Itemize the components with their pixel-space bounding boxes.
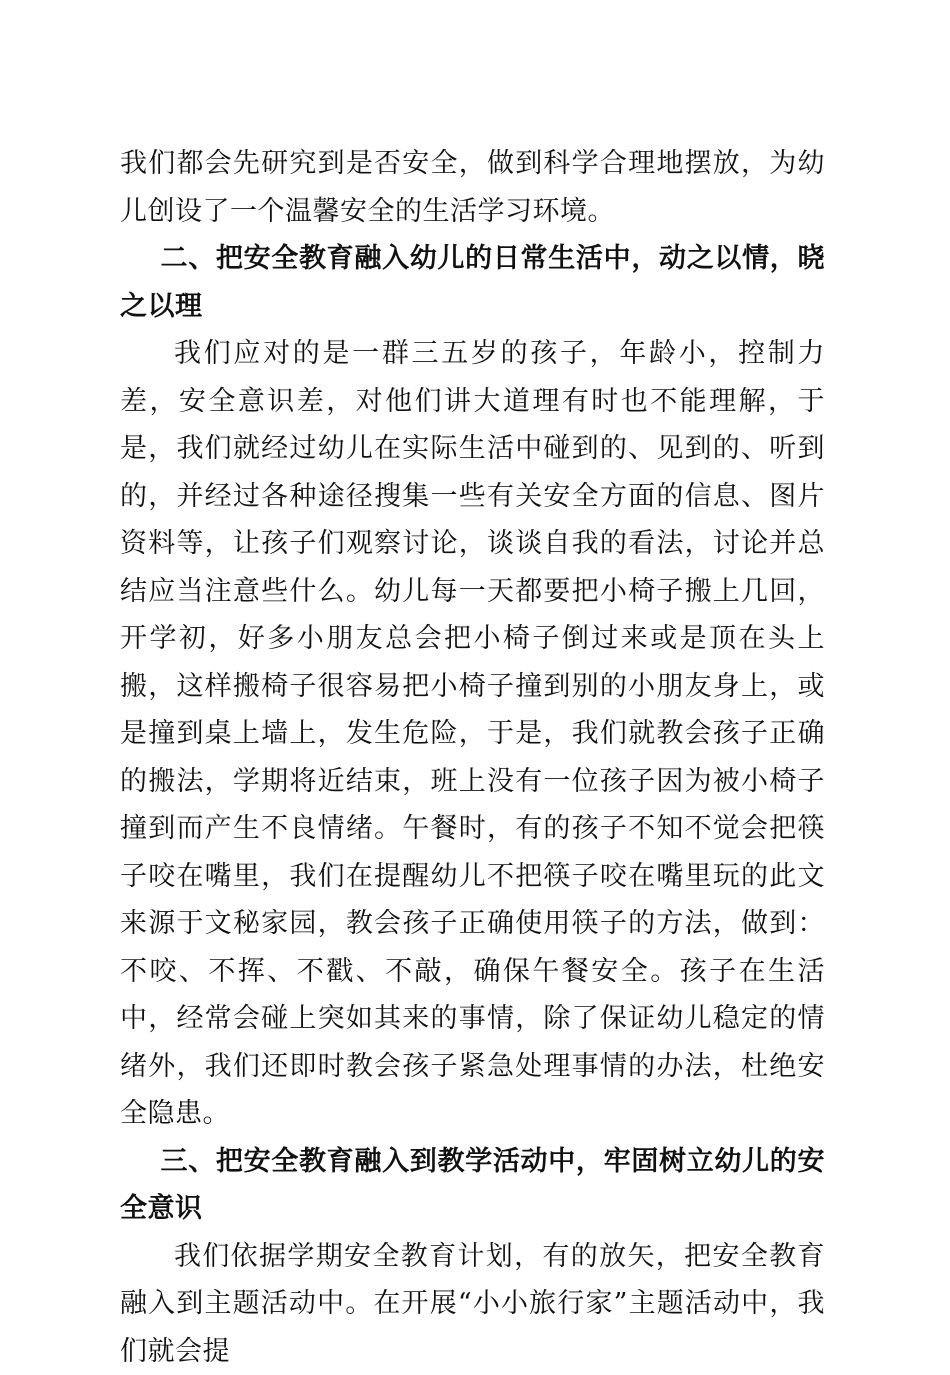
paragraph-daily-life-safety: 我们应对的是一群三五岁的孩子，年龄小，控制力差，安全意识差，对他们讲大道理有时也不能理解，于是，我们就经过幼儿在实际生活中碰到的、见到的、听到的，并经过各种途径搜集一些有关安全方面的信息、图片资料等，让孩子们观察讨论，谈谈自我的看法，讨论并总结应当注意些什么。幼儿每一天都要把小椅子搬上几回，开学初，好多小朋友总会把小椅子倒过来或是顶在头上搬，这样搬椅子很容易把小椅子撞到别的小朋友身上，或是撞到桌上墙上，发生危险，于是，我们就教会孩子正确的搬法，学期将近结束，班上没有一位孩子因为被小椅子撞到而产生不良情绪。午餐时，有的孩子不知不觉会把筷子咬在嘴里，我们在提醒幼儿不把筷子咬在嘴里玩的此文来源于文秘家园，教会孩子正确使用筷子的方法，做到：不咬、不挥、不戳、不敲，确保午餐安全。孩子在生活中，经常会碰上突如其来的事情，除了保证幼儿稳定的情绪外，我们还即时教会孩子紧急处理事情的办法，杜绝安全隐患。 [120,330,825,1138]
section-heading-3: 三、把安全教育融入到教学活动中，牢固树立幼儿的安全意识 [120,1138,825,1233]
paragraph-continuation: 我们都会先研究到是否安全，做到科学合理地摆放，为幼儿创设了一个温馨安全的生活学习环境。 [120,140,825,235]
section-heading-2: 二、把安全教育融入幼儿的日常生活中，动之以情，晓之以理 [120,235,825,330]
paragraph-teaching-activities: 我们依据学期安全教育计划，有的放矢，把安全教育融入到主题活动中。在开展“小小旅行家”主题活动中，我们就会提 [120,1233,825,1375]
document-body [120,140,825,1375]
